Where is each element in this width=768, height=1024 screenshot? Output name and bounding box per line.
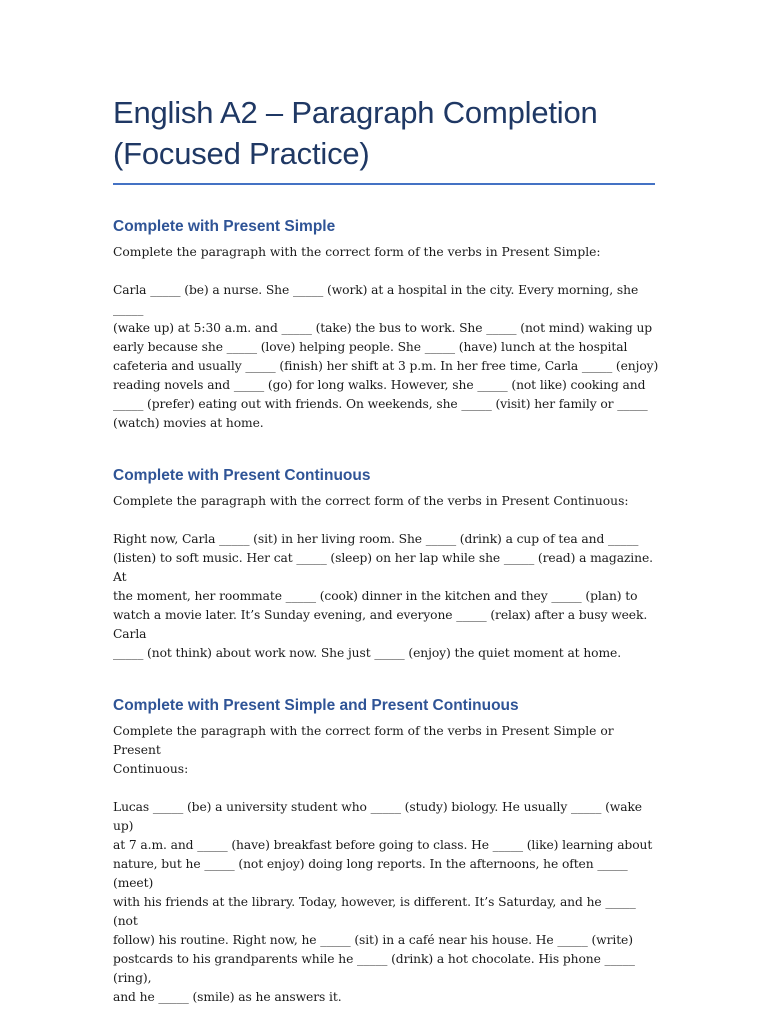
section-instruction: Complete the paragraph with the correct form of the verbs in Present Continuous: (113, 494, 629, 508)
section-present-simple (113, 217, 660, 433)
section-instruction: Complete the paragraph with the correct form of the verbs in Present Simple: (113, 245, 601, 259)
paragraph-line: postcards to his grandparents while he _____ (drink) a hot chocolate. His phone _____ (ring), (113, 952, 635, 985)
section-heading: Complete with Present Simple and Present Continuous (113, 697, 519, 714)
paragraph-line: the moment, her roommate _____ (cook) dinner in the kitchen and they _____ (plan) to (113, 589, 638, 603)
document-title (113, 92, 660, 174)
paragraph-line: early because she _____ (love) helping people. She _____ (have) lunch at the hospital (113, 340, 628, 354)
paragraph-line: cafeteria and usually _____ (finish) her shift at 3 p.m. In her free time, Carla _____ (enjoy) (113, 359, 659, 373)
paragraph-line: (watch) movies at home. (113, 416, 264, 430)
paragraph-line: (listen) to soft music. Her cat _____ (sleep) on her lap while she _____ (read) a magazine. At (113, 551, 653, 584)
paragraph-line: follow) his routine. Right now, he _____ (sit) in a café near his house. He _____ (write) (113, 933, 633, 947)
paragraph-line: reading novels and _____ (go) for long walks. However, she _____ (not like) cooking and (113, 378, 646, 392)
instruction-line: Continuous: (113, 762, 189, 776)
paragraph-line: nature, but he _____ (not enjoy) doing long reports. In the afternoons, he often _____ (meet) (113, 857, 628, 890)
document-title-line-1: English A2 – Paragraph Completion (113, 95, 598, 130)
document-title-line-2: (Focused Practice) (113, 136, 370, 171)
instruction-line: Complete the paragraph with the correct form of the verbs in Present Simple or Present (113, 724, 614, 757)
exercise-paragraph (113, 530, 660, 663)
exercise-paragraph (113, 281, 660, 433)
paragraph-line: Right now, Carla _____ (sit) in her living room. She _____ (drink) a cup of tea and _____ (113, 532, 639, 546)
paragraph-line: at 7 a.m. and _____ (have) breakfast before going to class. He _____ (like) learning about (113, 838, 653, 852)
title-underline-rule (113, 183, 655, 185)
exercise-paragraph (113, 798, 660, 1007)
paragraph-line: watch a movie later. It’s Sunday evening, and everyone _____ (relax) after a busy week. Carla (113, 608, 648, 641)
section-heading: Complete with Present Continuous (113, 467, 371, 484)
section-instruction (113, 722, 660, 779)
section-present-simple-and-continuous (113, 696, 660, 1007)
paragraph-line: _____ (prefer) eating out with friends. On weekends, she _____ (visit) her family or _____ (113, 397, 648, 411)
paragraph-line: Carla _____ (be) a nurse. She _____ (work) at a hospital in the city. Every morning, she _____ (113, 283, 639, 316)
paragraph-line: Lucas _____ (be) a university student who _____ (study) biology. He usually _____ (wake up) (113, 800, 642, 833)
section-present-continuous (113, 466, 660, 663)
paragraph-line: with his friends at the library. Today, however, is different. It’s Saturday, and he _____ (not (113, 895, 636, 928)
paragraph-line: _____ (not think) about work now. She just _____ (enjoy) the quiet moment at home. (113, 646, 622, 660)
paragraph-line: and he _____ (smile) as he answers it. (113, 990, 342, 1004)
section-heading: Complete with Present Simple (113, 218, 336, 235)
paragraph-line: (wake up) at 5:30 a.m. and _____ (take) the bus to work. She _____ (not mind) waking up (113, 321, 653, 335)
